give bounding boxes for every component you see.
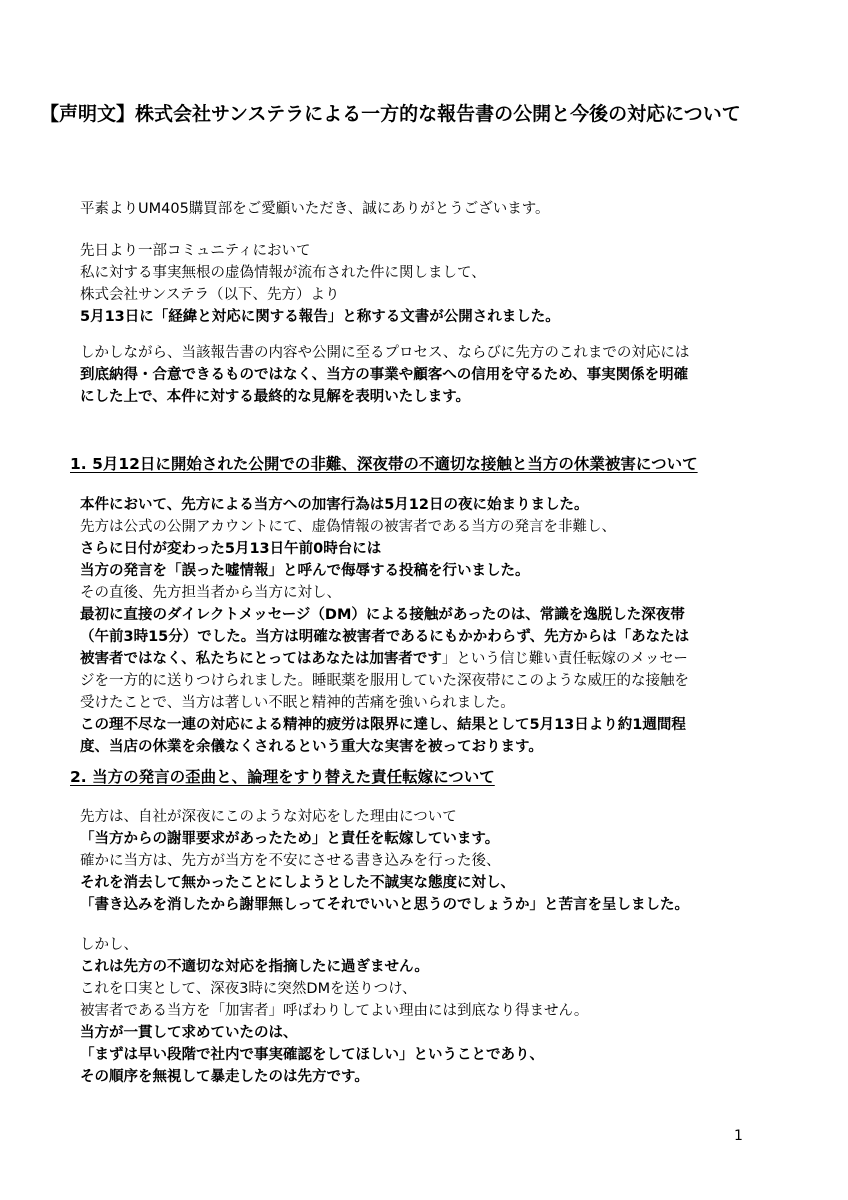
text-line: 当方が一貫して求めていたのは、 [80,1025,298,1041]
section-2-heading: 2. 当方の発言の歪曲と、論理をすり替えた責任転嫁について [70,768,495,786]
quote-segment: 「書き込みを消したから謝罪無しってそれでいいと思うのでしょうか」 [80,897,544,913]
text-line: この理不尽な一連の対応による精神的疲労は限界に達し、結果として5月13日より約1週間程 [80,717,686,733]
text-line: 先方は公式の公開アカウントにて、虚偽情報の被害者である当方の発言を非難し、 [80,519,617,535]
text-line: 先方は、自社が深夜にこのような対応をした理由について [80,809,457,825]
greeting-paragraph [80,198,800,220]
text-line [80,894,800,916]
section-2-paragraph-1 [80,806,800,916]
section-2-paragraph-2 [80,934,800,1088]
text-line: 本件において、先方による当方への加害行為は5月12日の夜に始まりました。 [80,497,589,513]
text-line: 先日より一部コミュニティにおいて [80,243,311,259]
text-line: 「まずは早い段階で社内で事実確認をしてほしい」ということであり、 [80,1047,544,1063]
text-segment: 」という信じ難い責任転嫁のメッセー [441,651,688,667]
section-1-heading: 1. 5月12日に開始された公開での非難、深夜帯の不適切な接触と当方の休業被害について [70,455,698,473]
text-line: 「当方からの謝罪要求があったため」と責任を転嫁しています。 [80,831,500,847]
intro-paragraph-1 [80,240,800,328]
text-line: その直後、先方担当者から当方に対し、 [80,585,341,601]
text-line: それを消去して無かったことにしようとした不誠実な態度に対し、 [80,875,515,891]
bold-segment: 被害者ではなく、私たちにとってはあなたは加害者です [80,651,442,667]
text-line: さらに日付が変わった5月13日午前0時台には [80,541,382,557]
text-line: 被害者である当方を「加害者」呼ばわりしてよい理由には到底なり得ません。 [80,1003,589,1019]
text-line: （午前3時15分）でした。当方は明確な被害者であるにもかかわらず、先方からは「あなたは [80,629,690,645]
text-line: 5月13日に「経緯と対応に関する報告」と称する文書が公開されました。 [80,309,560,325]
text-line: にした上で、本件に対する最終的な見解を表明いたします。 [80,389,471,405]
text-line: 度、当店の休業を余儀なくされるという重大な実害を被っております。 [80,739,543,755]
text-line: その順序を無視して暴走したのは先方です。 [80,1069,369,1085]
text-segment: と苦言を呈しました。 [544,897,689,913]
text-line: 株式会社サンステラ（以下、先方）より [80,287,340,303]
document-title: 【声明文】株式会社サンステラによる一方的な報告書の公開と今後の対応について [40,103,741,125]
text-line: しかしながら、当該報告書の内容や公開に至るプロセス、ならびに先方のこれまでの対応には [80,345,690,361]
text-line [80,648,800,670]
greeting-line: 平素よりUM405購買部をご愛顧いただき、誠にありがとうございます。 [80,201,550,217]
text-line: ジを一方的に送りつけられました。睡眠薬を服用していた深夜帯にこのような威圧的な接触を [80,673,689,689]
text-line: 当方の発言を「誤った嘘情報」と呼んで侮辱する投稿を行いました。 [80,563,530,579]
text-line: しかし、 [80,937,138,953]
section-1-body [80,494,800,758]
text-line: 確かに当方は、先方が当方を不安にさせる書き込みを行った後、 [80,853,501,869]
text-line: 最初に直接のダイレクトメッセージ（DM）による接触があったのは、常識を逸脱した深夜帯 [80,607,685,623]
page-number: 1 [734,1128,743,1144]
text-line: 私に対する事実無根の虚偽情報が流布された件に関しまして、 [80,265,486,281]
text-line: これを口実として、深夜3時に突然DMを送りつけ、 [80,981,417,997]
text-line: 受けたことで、当方は著しい不眠と精神的苦痛を強いられました。 [80,695,515,711]
text-line: これは先方の不適切な対応を指摘したに過ぎません。 [80,959,429,975]
intro-paragraph-2 [80,342,800,408]
text-line: 到底納得・合意できるものではなく、当方の事業や顧客への信用を守るため、事実関係を明確 [80,367,689,383]
